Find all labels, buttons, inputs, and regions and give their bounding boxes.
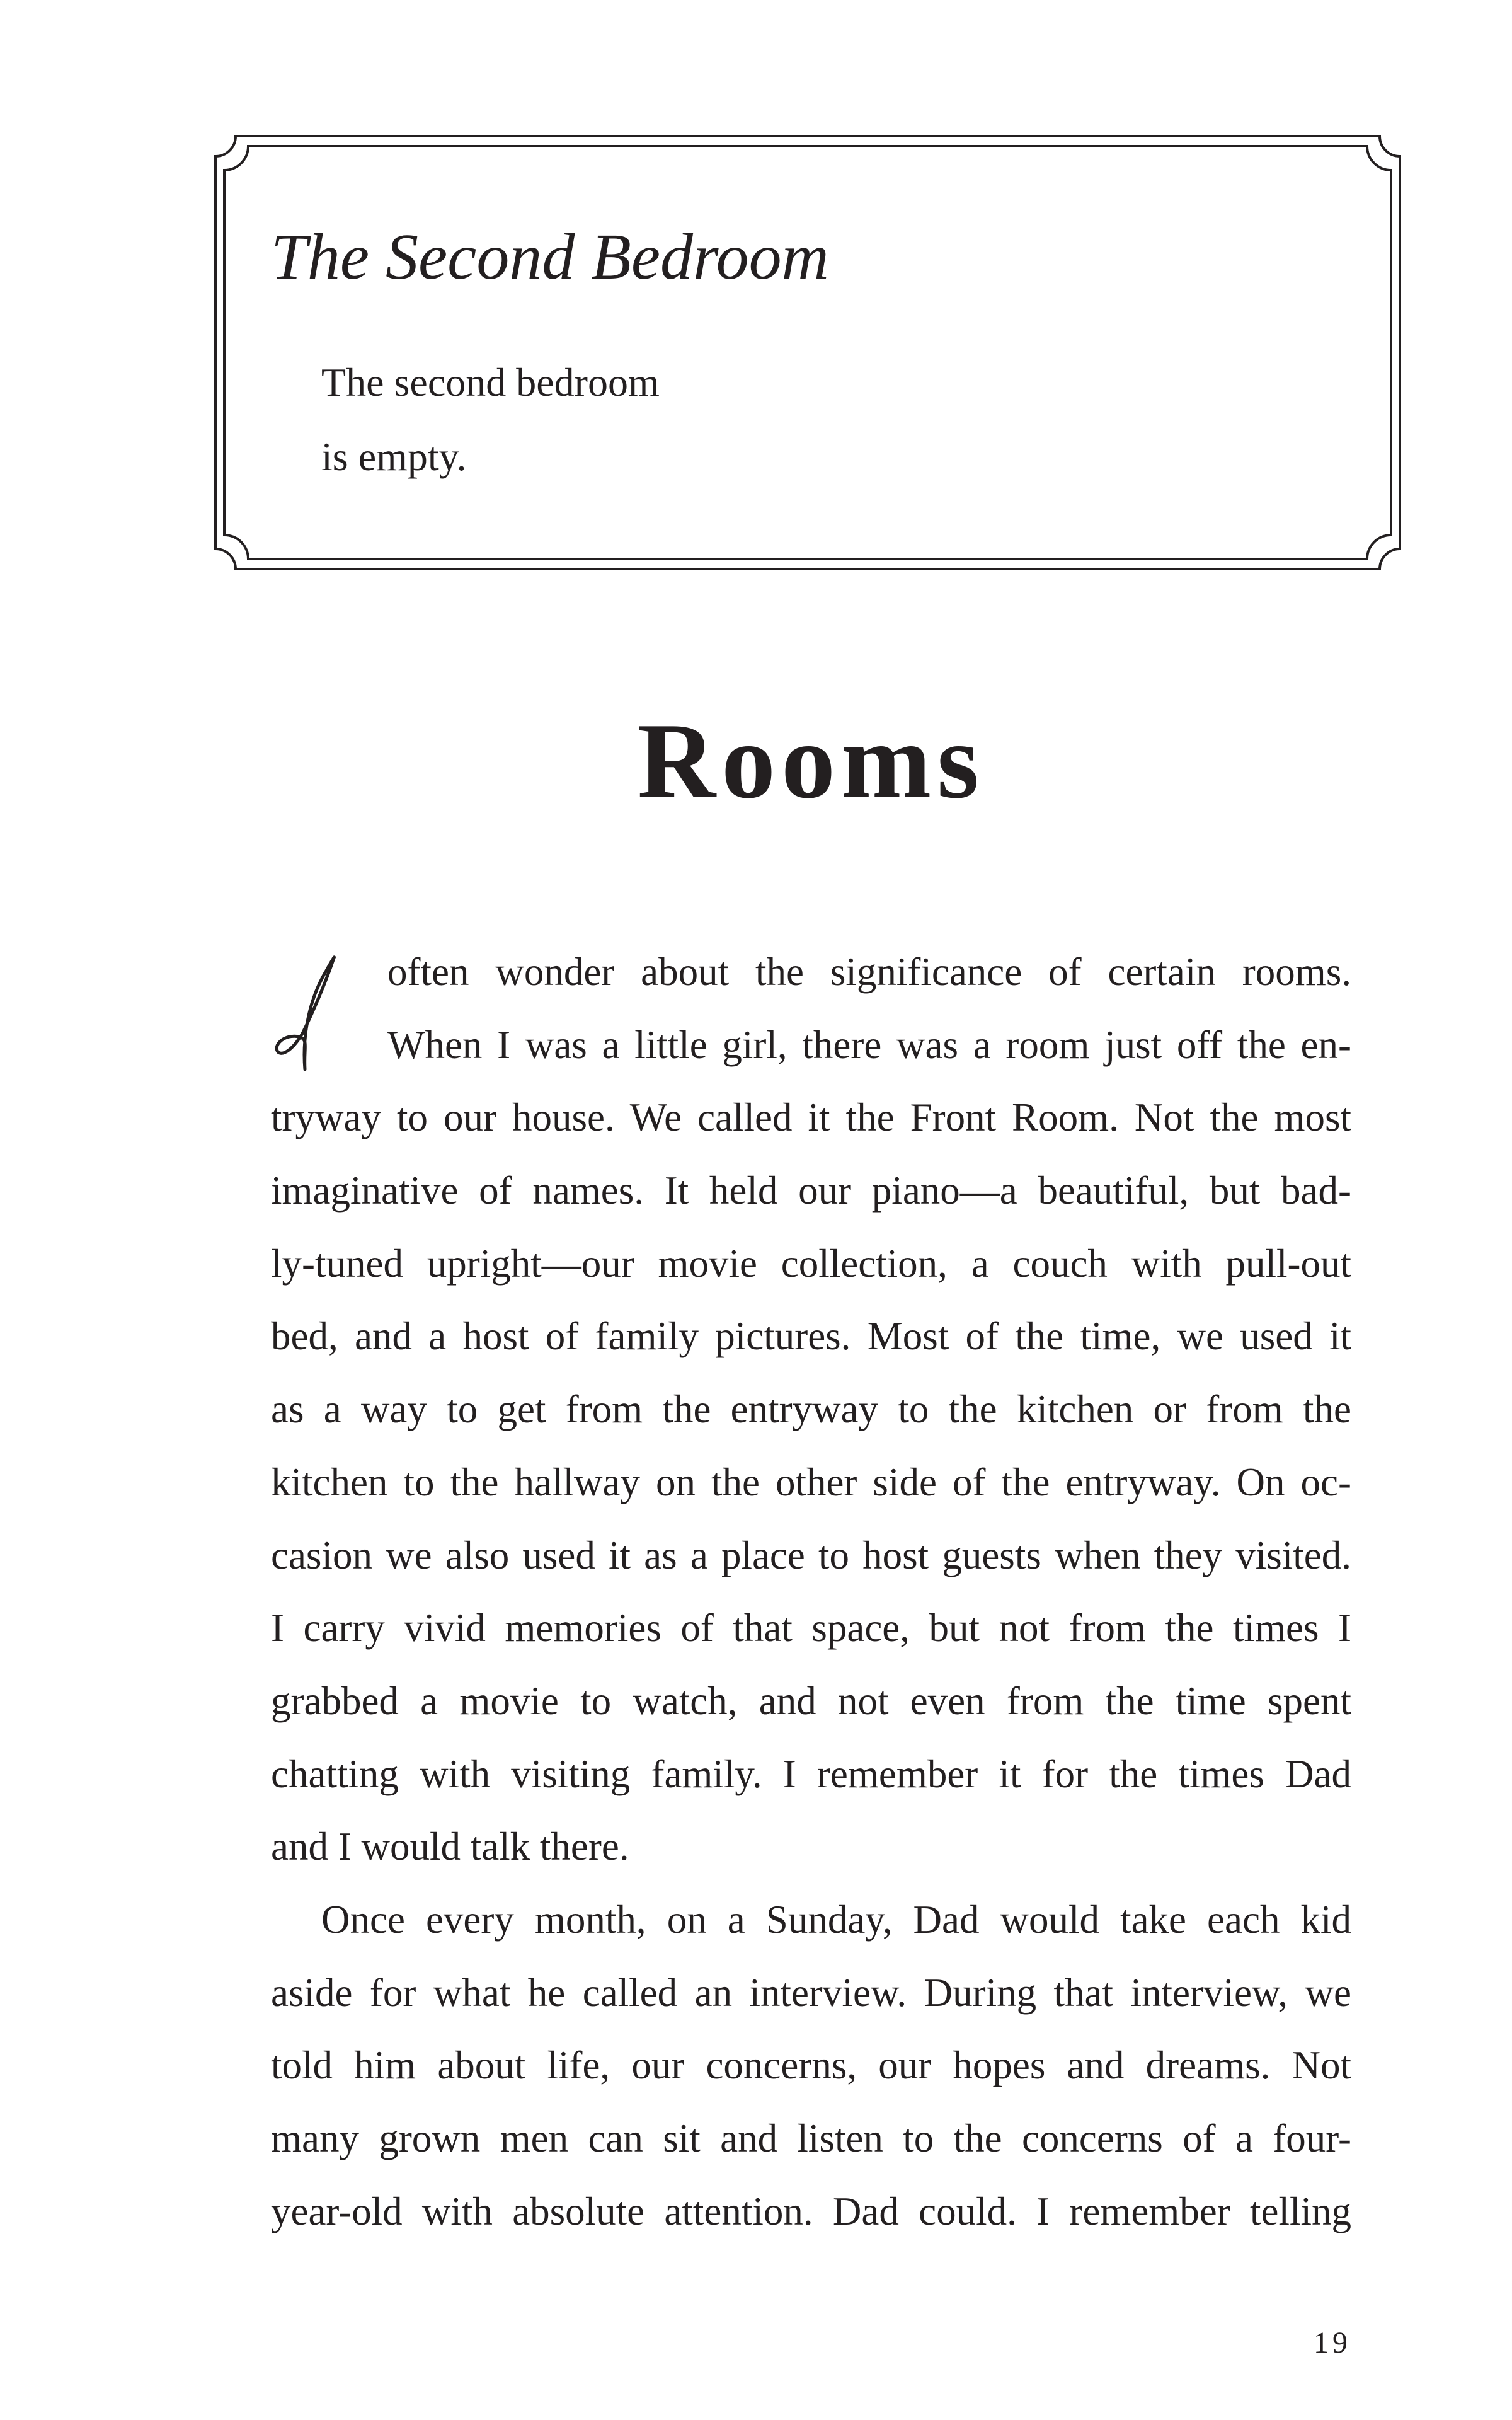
body-line: When I was a little girl, there was a room just off the en- [387,1022,1351,1067]
body-line: often wonder about the significance of certain rooms. [387,950,1351,994]
body-line: bed, and a host of family pictures. Most of the time, we used it [271,1314,1351,1359]
chapter-title: Rooms [637,701,985,821]
body-line: year-old with absolute attention. Dad could. I remember telling [271,2189,1351,2233]
body-line: tryway to our house. We called it the Front Room. Not the most [271,1095,1351,1140]
body-line: aside for what he called an interview. During that interview, we [271,1970,1351,2015]
sidebar-box-title: The Second Bedroom [271,221,829,293]
body-line: told him about life, our concerns, our hopes and dreams. Not [271,2043,1351,2088]
body-line: kitchen to the hallway on the other side of the entryway. On oc- [271,1460,1351,1504]
body-line: ly-tuned upright—our movie collection, a couch with pull-out [271,1241,1351,1286]
body-line: Once every month, on a Sunday, Dad would take each kid [321,1897,1351,1942]
body-line: chatting with visiting family. I remember it for the times Dad [271,1751,1351,1796]
body-line: as a way to get from the entryway to the kitchen or from the [271,1387,1351,1432]
body-line: I carry vivid memories of that space, but not from the times I [271,1606,1351,1651]
body-line: casion we also used it as a place to host guests when they visited. [271,1533,1351,1577]
page-number: 19 [1314,2326,1351,2360]
body-line: imaginative of names. It held our piano—a beautiful, but bad- [271,1168,1351,1213]
sidebar-box-body [321,345,660,494]
sidebar-box-frame [0,0,1512,630]
body-line: and I would talk there. [271,1824,629,1869]
sidebar-box-line: is empty. [321,434,467,479]
body-line: grabbed a movie to watch, and not even from the time spent [271,1678,1351,1723]
body-line: many grown men can sit and listen to the concerns of a four- [271,2116,1351,2160]
sidebar-box-line: The second bedroom [321,360,660,405]
chapter-body [271,936,1351,2248]
